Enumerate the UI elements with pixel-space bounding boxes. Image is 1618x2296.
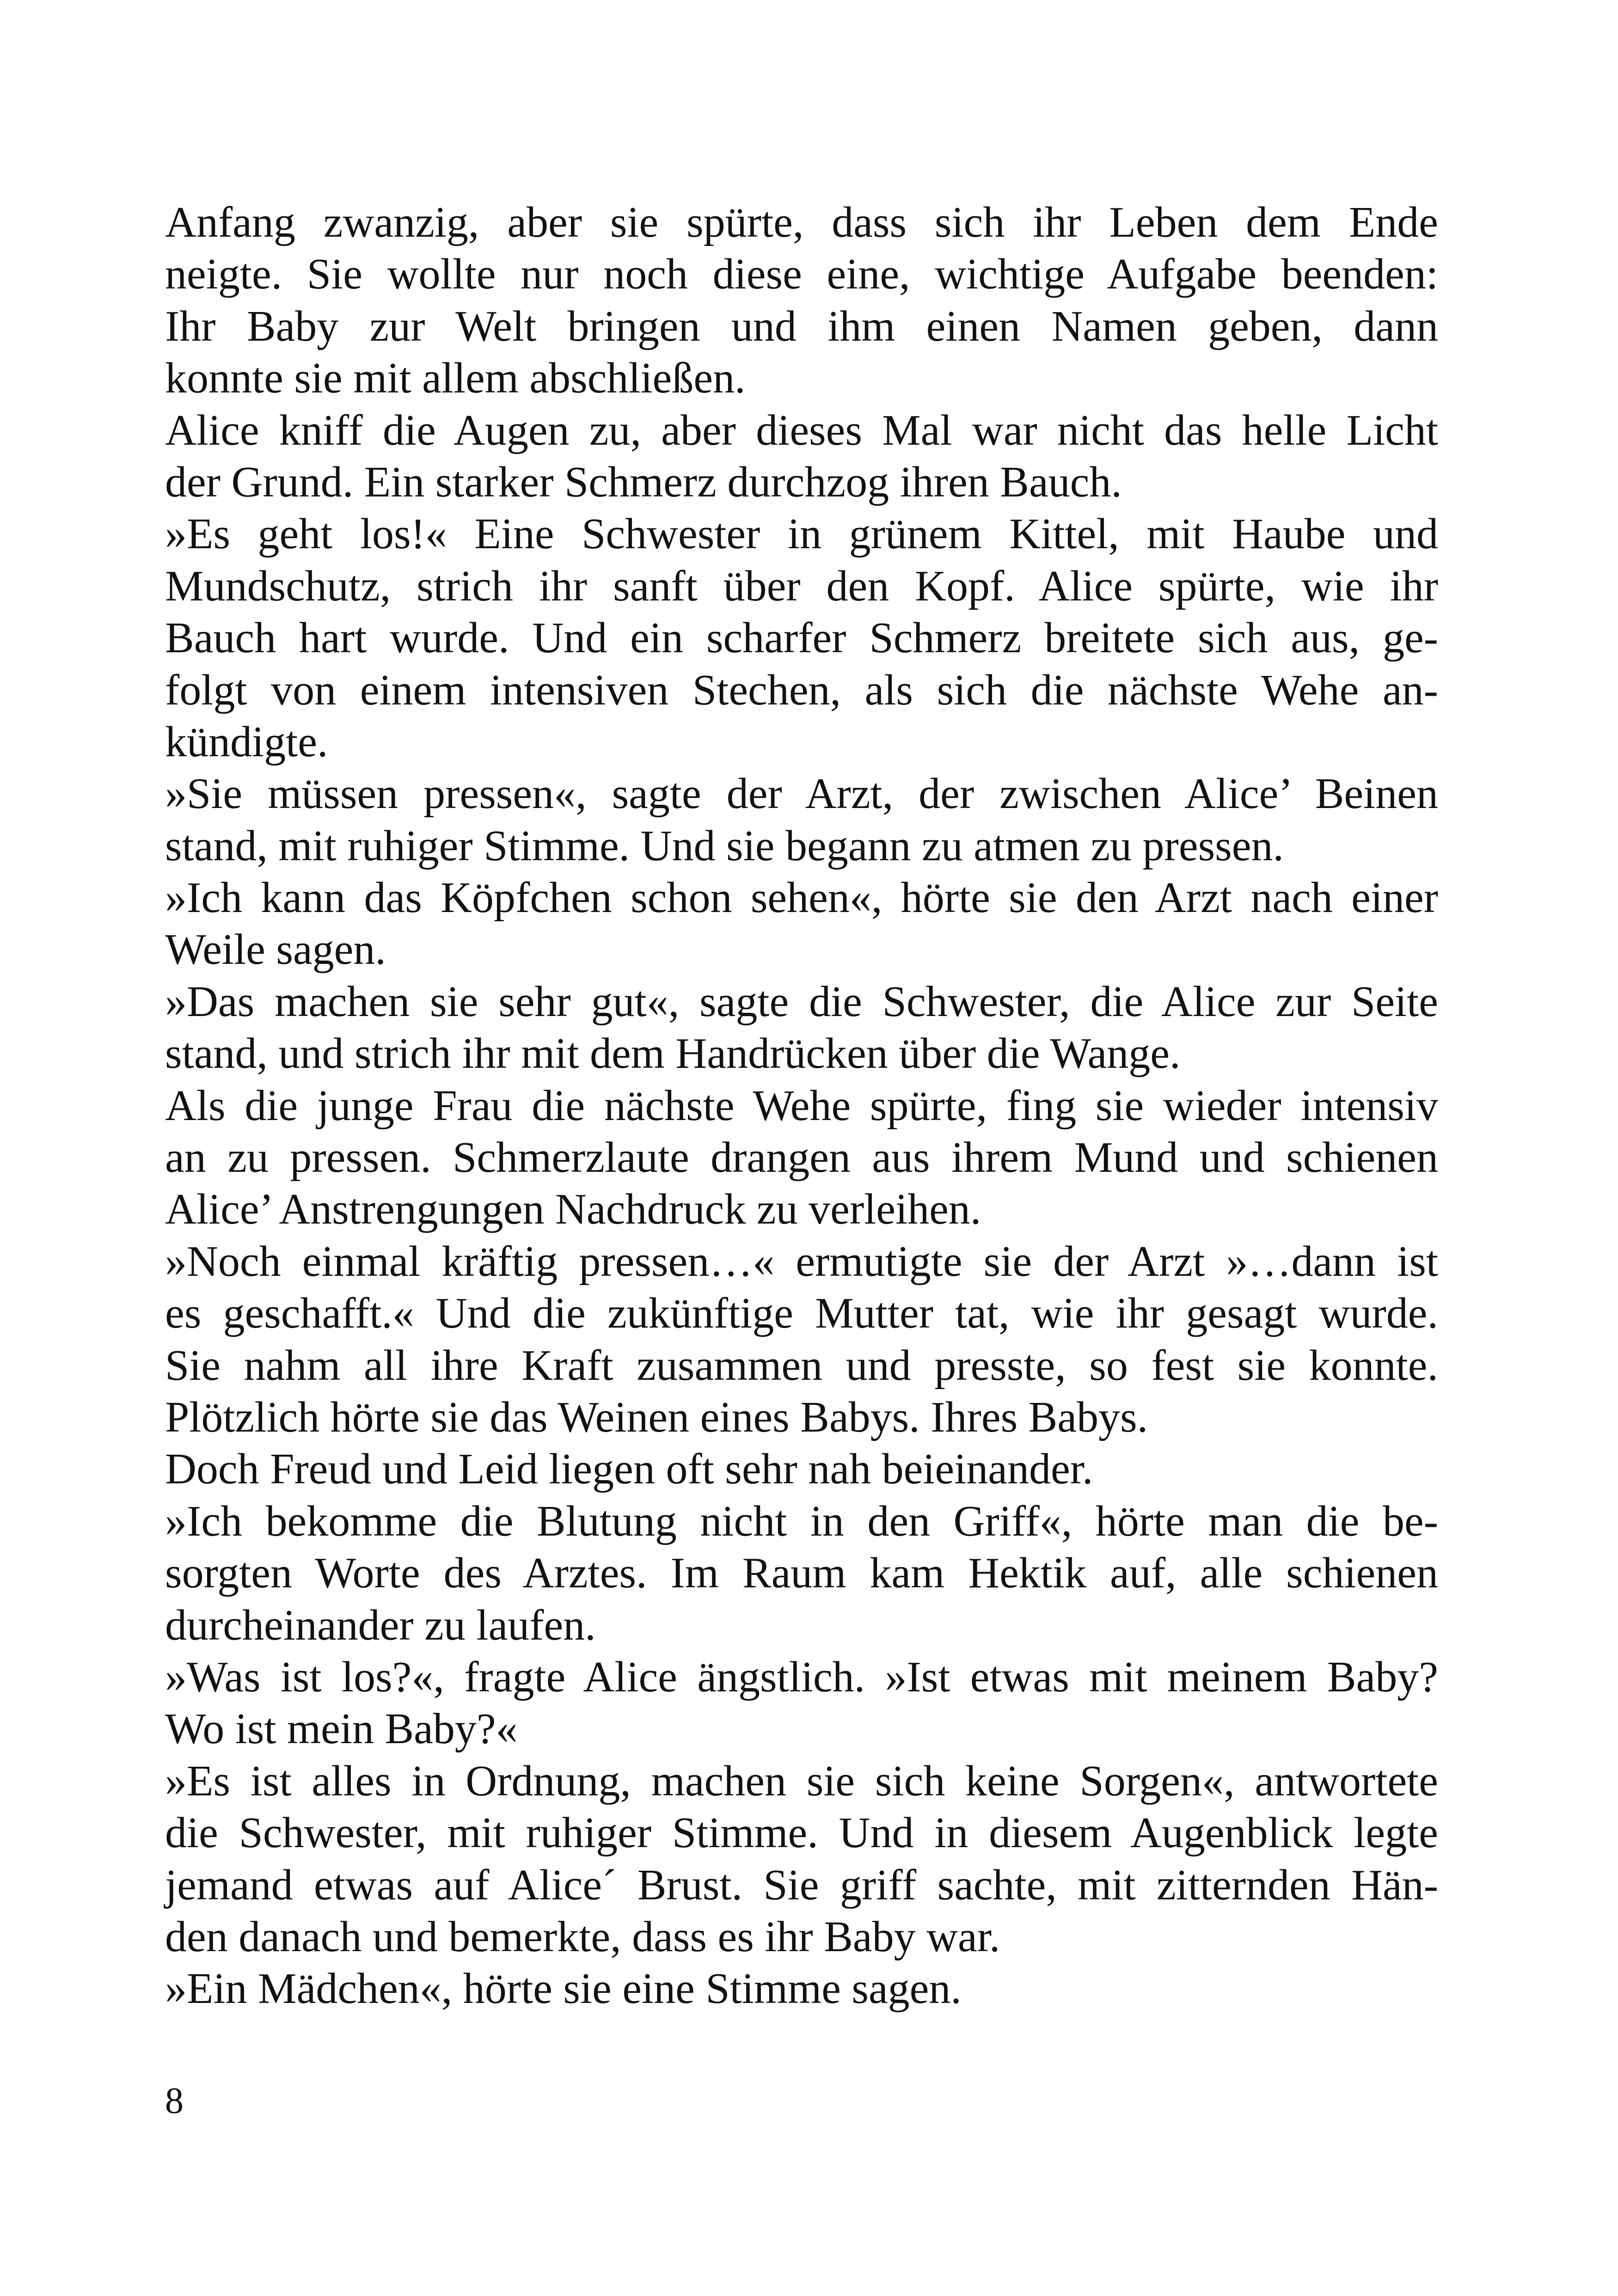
text-line: Doch Freud und Leid liegen oft sehr nah beieinander. bbox=[165, 1445, 1093, 1494]
text-line: Alice kniff die Augen zu, aber dieses Mal war nicht das helle Licht bbox=[165, 406, 1438, 454]
text-line: »Was ist los?«, fragte Alice ängstlich. »Ist etwas mit meinem Baby? bbox=[165, 1653, 1438, 1701]
text-line: neigte. Sie wollte nur noch diese eine, wichtige Aufgabe beenden: bbox=[165, 250, 1438, 299]
paragraph bbox=[165, 872, 1438, 976]
paragraph bbox=[165, 196, 1438, 404]
text-line: konnte sie mit allem abschließen. bbox=[165, 354, 746, 403]
paragraph bbox=[165, 1651, 1438, 1755]
text-line: Sie nahm all ihre Kraft zusammen und presste, so fest sie konnte. bbox=[165, 1341, 1438, 1390]
text-line: »Ich bekomme die Blutung nicht in den Griff«, hörte man die be- bbox=[165, 1497, 1438, 1545]
text-line: Alice’ Anstrengungen Nachdruck zu verleihen. bbox=[165, 1185, 981, 1234]
paragraph bbox=[165, 508, 1438, 768]
paragraph bbox=[165, 976, 1438, 1080]
paragraph bbox=[165, 1755, 1438, 1963]
page-number: 8 bbox=[165, 2081, 184, 2121]
text-line: »Ein Mädchen«, hörte sie eine Stimme sagen. bbox=[165, 1965, 962, 2013]
text-line: stand, und strich ihr mit dem Handrücken über die Wange. bbox=[165, 1029, 1181, 1078]
text-line: es geschafft.« Und die zukünftige Mutter tat, wie ihr gesagt wurde. bbox=[165, 1289, 1438, 1338]
paragraph bbox=[165, 1236, 1438, 1444]
text-line: kündigte. bbox=[165, 717, 328, 766]
text-line: »Das machen sie sehr gut«, sagte die Schwester, die Alice zur Seite bbox=[165, 977, 1438, 1026]
text-line: folgt von einem intensiven Stechen, als sich die nächste Wehe an- bbox=[165, 666, 1438, 714]
text-line: durcheinander zu laufen. bbox=[165, 1601, 596, 1649]
text-line: Weile sagen. bbox=[165, 925, 386, 974]
text-line: »Ich kann das Köpfchen schon sehen«, hörte sie den Arzt nach einer bbox=[165, 874, 1438, 922]
text-line: den danach und bemerkte, dass es ihr Baby war. bbox=[165, 1912, 1000, 1961]
text-line: stand, mit ruhiger Stimme. Und sie begann zu atmen zu pressen. bbox=[165, 821, 1284, 870]
text-line: »Es geht los!« Eine Schwester in grünem Kittel, mit Haube und bbox=[165, 510, 1438, 558]
paragraph bbox=[165, 768, 1438, 872]
text-line: die Schwester, mit ruhiger Stimme. Und in diesem Augenblick legte bbox=[165, 1809, 1438, 1857]
text-line: an zu pressen. Schmerzlaute drangen aus ihrem Mund und schienen bbox=[165, 1133, 1438, 1182]
text-line: sorgten Worte des Arztes. Im Raum kam Hektik auf, alle schienen bbox=[165, 1549, 1438, 1598]
text-line: Wo ist mein Baby?« bbox=[165, 1705, 518, 1753]
text-line: »Sie müssen pressen«, sagte der Arzt, der zwischen Alice’ Beinen bbox=[165, 770, 1438, 818]
text-line: Ihr Baby zur Welt bringen und ihm einen Namen geben, dann bbox=[165, 302, 1438, 350]
body-text bbox=[165, 196, 1438, 2015]
text-line: »Es ist alles in Ordnung, machen sie sich keine Sorgen«, antwortete bbox=[165, 1757, 1438, 1805]
text-line: jemand etwas auf Alice´ Brust. Sie griff sachte, mit zitternden Hän- bbox=[165, 1861, 1438, 1909]
paragraph bbox=[165, 404, 1438, 508]
paragraph bbox=[165, 1963, 1438, 2014]
text-line: Als die junge Frau die nächste Wehe spürte, fing sie wieder intensiv bbox=[165, 1081, 1438, 1130]
text-line: »Noch einmal kräftig pressen…« ermutigte sie der Arzt »…dann ist bbox=[165, 1237, 1438, 1286]
text-line: Bauch hart wurde. Und ein scharfer Schmerz breitete sich aus, ge- bbox=[165, 614, 1438, 662]
text-line: Anfang zwanzig, aber sie spürte, dass sich ihr Leben dem Ende bbox=[165, 198, 1438, 246]
paragraph bbox=[165, 1443, 1438, 1495]
paragraph bbox=[165, 1080, 1438, 1236]
paragraph bbox=[165, 1495, 1438, 1651]
text-line: der Grund. Ein starker Schmerz durchzog ihren Bauch. bbox=[165, 458, 1122, 506]
text-line: Mundschutz, strich ihr sanft über den Kopf. Alice spürte, wie ihr bbox=[165, 562, 1438, 610]
text-line: Plötzlich hörte sie das Weinen eines Babys. Ihres Babys. bbox=[165, 1393, 1148, 1441]
